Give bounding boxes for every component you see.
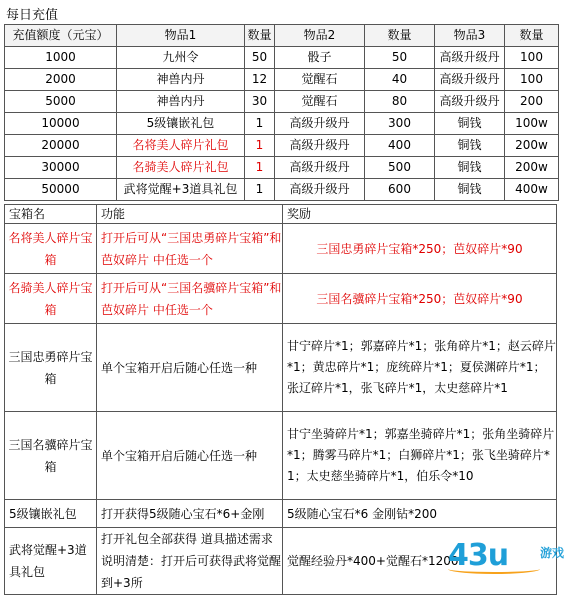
recharge-cell: 九州令 [117,47,245,69]
recharge-row [5,91,559,113]
site-logo [448,538,572,578]
recharge-cell: 觉醒石 [275,69,365,91]
recharge-header-cell: 数量 [505,25,559,47]
box-function-cell: 打开后可从“三国名骥碎片宝箱”和芭奴碎片 中任选一个 [97,274,283,324]
recharge-cell: 400w [505,179,559,201]
box-header-cell: 宝箱名 [5,205,97,224]
box-name-cell: 名骑美人碎片宝箱 [5,274,97,324]
recharge-cell: 50000 [5,179,117,201]
recharge-cell: 神兽内丹 [117,91,245,113]
recharge-cell: 600 [365,179,435,201]
box-header-cell: 奖励 [283,205,557,224]
recharge-header-cell: 物品3 [435,25,505,47]
recharge-cell: 觉醒石 [275,91,365,113]
box-row [5,500,557,528]
recharge-header-cell: 数量 [365,25,435,47]
box-function-cell: 打开获得5级随心宝石*6+金刚 [97,500,283,528]
recharge-cell: 高级升级丹 [275,135,365,157]
recharge-cell: 铜钱 [435,179,505,201]
recharge-row [5,113,559,135]
box-function-cell: 打开后可从“三国忠勇碎片宝箱”和芭奴碎片 中任选一个 [97,224,283,274]
recharge-cell: 300 [365,113,435,135]
recharge-cell: 100w [505,113,559,135]
box-reward-cell: 觉醒经验丹*400+觉醒石*1200 [283,528,557,595]
recharge-cell: 30 [245,91,275,113]
recharge-cell: 高级升级丹 [275,157,365,179]
recharge-header-row [5,25,559,47]
recharge-table [4,24,559,201]
recharge-cell: 30000 [5,157,117,179]
recharge-row [5,157,559,179]
box-row [5,324,557,412]
box-name-cell: 5级镶嵌礼包 [5,500,97,528]
recharge-cell: 高级升级丹 [435,69,505,91]
recharge-cell: 2000 [5,69,117,91]
recharge-cell: 1 [245,179,275,201]
logo-text: 游戏 [540,546,565,560]
recharge-cell: 骰子 [275,47,365,69]
box-name-cell: 三国名骥碎片宝箱 [5,412,97,500]
recharge-cell: 1 [245,135,275,157]
box-reward-cell: 甘宁坐骑碎片*1；郭嘉坐骑碎片*1；张角坐骑碎片*1；腾雾马碎片*1；白狮碎片*1；张飞坐骑碎片*1；太史慈坐骑碎片*1，伯乐令*10 [283,412,557,500]
logo-swoosh-icon [448,564,540,574]
recharge-cell: 高级升级丹 [435,91,505,113]
recharge-cell: 10000 [5,113,117,135]
recharge-cell: 50 [245,47,275,69]
recharge-cell: 40 [365,69,435,91]
recharge-cell: 1 [245,157,275,179]
box-row [5,412,557,500]
logo-number: 43u [448,538,509,573]
recharge-header-cell: 物品2 [275,25,365,47]
recharge-cell: 神兽内丹 [117,69,245,91]
recharge-cell: 武将觉醒+3道具礼包 [117,179,245,201]
box-name-cell: 名将美人碎片宝箱 [5,224,97,274]
box-function-cell: 单个宝箱开启后随心任选一种 [97,324,283,412]
recharge-row [5,179,559,201]
recharge-cell: 20000 [5,135,117,157]
recharge-cell: 铜钱 [435,135,505,157]
recharge-row [5,135,559,157]
box-header-cell: 功能 [97,205,283,224]
recharge-cell: 铜钱 [435,113,505,135]
recharge-cell: 1 [245,113,275,135]
box-function-cell: 打开礼包全部获得 道具描述需求说明清楚：打开后可获得武将觉醒到+3所 [97,528,283,595]
recharge-cell: 500 [365,157,435,179]
box-name-cell: 武将觉醒+3道具礼包 [5,528,97,595]
box-name-cell: 三国忠勇碎片宝箱 [5,324,97,412]
box-table [4,204,557,595]
box-reward-cell: 甘宁碎片*1；郭嘉碎片*1；张角碎片*1；赵云碎片*1；黄忠碎片*1；庞统碎片*1；夏侯渊碎片*1；张辽碎片*1，张飞碎片*1，太史慈碎片*1 [283,324,557,412]
recharge-cell: 50 [365,47,435,69]
recharge-row [5,47,559,69]
recharge-row [5,69,559,91]
box-header-row [5,205,557,224]
recharge-cell: 100 [505,69,559,91]
recharge-cell: 名骑美人碎片礼包 [117,157,245,179]
recharge-cell: 名将美人碎片礼包 [117,135,245,157]
recharge-cell: 5级镶嵌礼包 [117,113,245,135]
recharge-cell: 5000 [5,91,117,113]
recharge-cell: 铜钱 [435,157,505,179]
recharge-header-cell: 数量 [245,25,275,47]
recharge-cell: 100 [505,47,559,69]
box-reward-cell: 三国忠勇碎片宝箱*250；芭奴碎片*90 [283,224,557,274]
recharge-cell: 400 [365,135,435,157]
recharge-header-cell: 物品1 [117,25,245,47]
recharge-cell: 高级升级丹 [435,47,505,69]
recharge-cell: 200w [505,157,559,179]
recharge-cell: 高级升级丹 [275,113,365,135]
recharge-cell: 200 [505,91,559,113]
recharge-cell: 高级升级丹 [275,179,365,201]
box-reward-cell: 5级随心宝石*6 金刚钻*200 [283,500,557,528]
recharge-cell: 1000 [5,47,117,69]
page-title: 每日充值 [6,8,59,23]
recharge-cell: 200w [505,135,559,157]
recharge-cell: 80 [365,91,435,113]
box-reward-cell: 三国名骥碎片宝箱*250；芭奴碎片*90 [283,274,557,324]
box-row [5,274,557,324]
recharge-cell: 12 [245,69,275,91]
box-function-cell: 单个宝箱开启后随心任选一种 [97,412,283,500]
recharge-header-cell: 充值额度（元宝） [5,25,117,47]
box-row [5,224,557,274]
